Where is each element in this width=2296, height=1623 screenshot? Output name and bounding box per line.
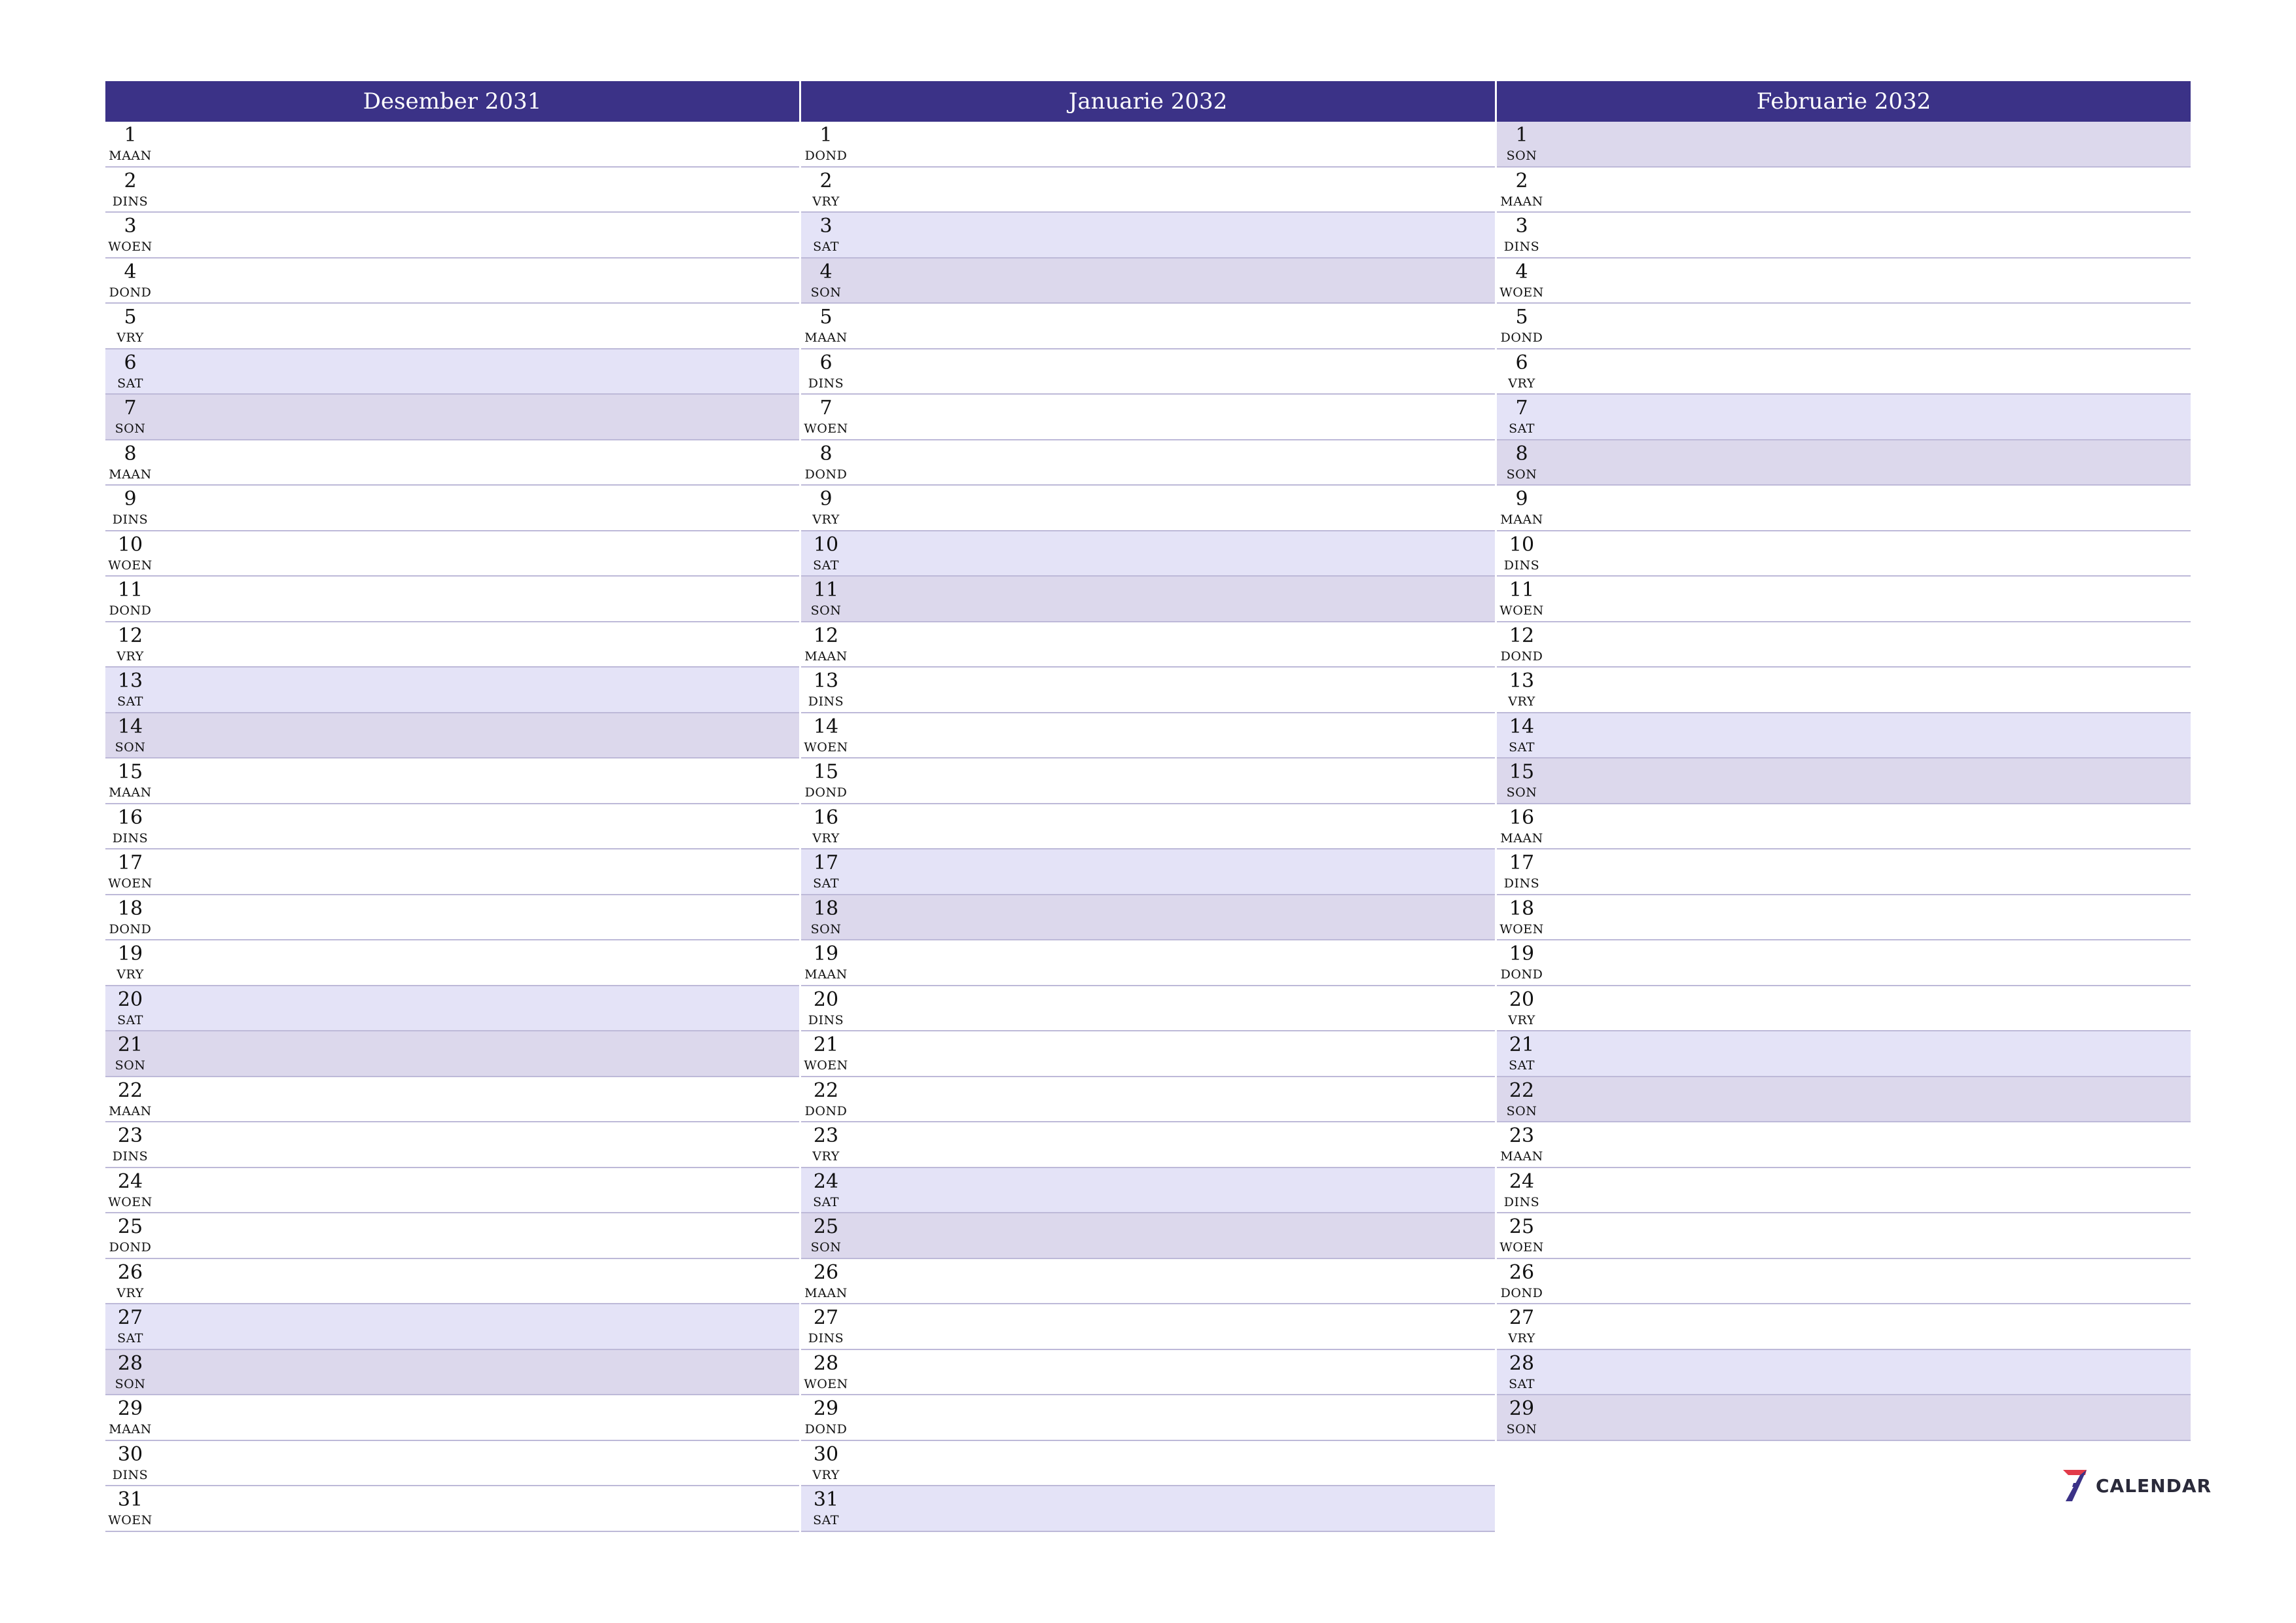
day-number: 20 xyxy=(1509,988,1535,1011)
weekday-label: SON xyxy=(115,1058,146,1073)
weekday-label: SON xyxy=(810,921,842,936)
day-row[interactable] xyxy=(801,713,1495,759)
weekday-label: DOND xyxy=(109,921,152,936)
logo-text: CALENDAR xyxy=(2096,1474,2212,1497)
weekday-label: MAAN xyxy=(109,1422,152,1436)
weekday-label: SAT xyxy=(117,376,143,391)
day-row[interactable] xyxy=(1497,1350,2191,1396)
weekday-label: DINS xyxy=(112,1467,149,1482)
weekday-label: VRY xyxy=(1508,376,1535,391)
weekday-label: MAAN xyxy=(1500,830,1543,846)
day-row[interactable] xyxy=(105,1304,799,1350)
day-row[interactable] xyxy=(801,213,1495,259)
day-row[interactable] xyxy=(801,758,1495,804)
weekday-label: WOEN xyxy=(108,558,152,573)
day-row[interactable] xyxy=(801,1304,1495,1350)
day-number: 25 xyxy=(117,1215,143,1238)
day-number: 7 xyxy=(124,397,137,419)
day-row[interactable] xyxy=(105,1395,799,1441)
weekday-label: DOND xyxy=(804,785,848,800)
day-number: 31 xyxy=(117,1488,143,1511)
day-row[interactable] xyxy=(1497,395,2191,440)
day-number: 24 xyxy=(117,1169,143,1193)
day-row[interactable] xyxy=(801,895,1495,941)
weekday-label: WOEN xyxy=(804,421,848,436)
weekday-label: SON xyxy=(1506,1422,1537,1436)
day-row[interactable] xyxy=(1497,304,2191,349)
day-number: 11 xyxy=(1509,579,1535,601)
day-number: 26 xyxy=(813,1260,839,1284)
weekday-label: SAT xyxy=(813,876,839,891)
day-number: 30 xyxy=(813,1442,839,1466)
day-row[interactable] xyxy=(1497,940,2191,986)
weekday-label: WOEN xyxy=(804,1058,848,1073)
day-row[interactable] xyxy=(105,622,799,668)
weekday-label: DINS xyxy=(112,512,149,527)
weekday-label: SAT xyxy=(117,694,143,709)
day-row[interactable] xyxy=(801,349,1495,395)
day-number: 15 xyxy=(1509,760,1535,783)
weekday-label: SON xyxy=(810,603,842,618)
day-row[interactable] xyxy=(801,1259,1495,1305)
day-number: 1 xyxy=(1515,124,1528,147)
weekday-label: DOND xyxy=(804,1103,848,1118)
weekday-label: DOND xyxy=(109,285,152,300)
day-row[interactable] xyxy=(801,531,1495,577)
day-row[interactable] xyxy=(1497,349,2191,395)
day-number: 29 xyxy=(1509,1397,1535,1420)
day-number: 2 xyxy=(1515,169,1528,192)
weekday-label: SON xyxy=(810,1240,842,1255)
day-row[interactable] xyxy=(105,440,799,486)
day-number: 21 xyxy=(1509,1033,1535,1056)
day-row[interactable] xyxy=(1497,849,2191,895)
weekday-label: WOEN xyxy=(1499,921,1544,936)
day-number: 3 xyxy=(124,215,137,238)
day-row[interactable] xyxy=(801,304,1495,349)
day-row[interactable] xyxy=(1497,1259,2191,1305)
day-number: 4 xyxy=(124,260,137,283)
day-number: 28 xyxy=(813,1351,839,1375)
day-row[interactable] xyxy=(801,1486,1495,1532)
day-number: 19 xyxy=(1509,942,1535,965)
weekday-label: MAAN xyxy=(1500,1149,1543,1164)
day-number: 9 xyxy=(1515,488,1528,510)
day-number: 5 xyxy=(819,306,833,329)
month-title: Januarie 2032 xyxy=(801,81,1495,122)
day-number: 11 xyxy=(813,579,839,601)
day-number: 12 xyxy=(117,624,143,647)
day-row[interactable] xyxy=(801,622,1495,668)
day-number: 14 xyxy=(1509,715,1535,738)
day-number: 29 xyxy=(813,1397,839,1420)
day-row[interactable] xyxy=(801,1077,1495,1123)
day-row[interactable] xyxy=(105,1213,799,1259)
day-row[interactable] xyxy=(801,668,1495,713)
day-number: 26 xyxy=(117,1260,143,1284)
weekday-label: SAT xyxy=(117,1331,143,1346)
day-number: 31 xyxy=(813,1488,839,1511)
day-number: 20 xyxy=(813,988,839,1011)
weekday-label: VRY xyxy=(1508,1012,1535,1027)
day-row[interactable] xyxy=(1497,122,2191,168)
day-number: 4 xyxy=(1515,260,1528,283)
weekday-label: DINS xyxy=(808,694,844,709)
weekday-label: DINS xyxy=(112,830,149,846)
day-row[interactable] xyxy=(1497,486,2191,531)
day-row[interactable] xyxy=(801,849,1495,895)
weekday-label: SAT xyxy=(813,558,839,573)
day-number: 19 xyxy=(117,942,143,965)
weekday-label: MAAN xyxy=(1500,512,1543,527)
weekday-label: WOEN xyxy=(108,240,152,254)
weekday-label: SON xyxy=(115,740,146,755)
day-number: 2 xyxy=(124,169,137,192)
day-row[interactable] xyxy=(1497,1168,2191,1214)
day-number: 23 xyxy=(813,1124,839,1147)
day-row[interactable] xyxy=(105,668,799,713)
day-row[interactable] xyxy=(801,1031,1495,1077)
weekday-label: SON xyxy=(115,421,146,436)
weekday-label: WOEN xyxy=(804,1376,848,1391)
weekday-label: DOND xyxy=(804,467,848,482)
weekday-label: SON xyxy=(1506,1103,1537,1118)
weekday-label: DOND xyxy=(804,1422,848,1436)
day-number: 16 xyxy=(1509,806,1535,829)
day-row[interactable] xyxy=(105,1122,799,1168)
day-row[interactable] xyxy=(1497,758,2191,804)
day-number: 7 xyxy=(1515,397,1528,419)
weekday-label: SAT xyxy=(1509,740,1535,755)
weekday-label: SAT xyxy=(813,240,839,254)
day-row[interactable] xyxy=(105,168,799,213)
day-row[interactable] xyxy=(1497,713,2191,759)
weekday-label: DINS xyxy=(1503,1194,1540,1209)
day-row[interactable] xyxy=(105,304,799,349)
day-row[interactable] xyxy=(1497,804,2191,850)
day-row[interactable] xyxy=(1497,1395,2191,1441)
day-row[interactable] xyxy=(801,1213,1495,1259)
day-row[interactable] xyxy=(105,486,799,531)
weekday-label: DINS xyxy=(1503,240,1540,254)
day-row[interactable] xyxy=(801,577,1495,622)
day-row[interactable] xyxy=(801,440,1495,486)
day-number: 27 xyxy=(1509,1306,1535,1329)
weekday-label: DOND xyxy=(1500,649,1543,664)
day-number: 23 xyxy=(117,1124,143,1147)
day-row[interactable] xyxy=(105,986,799,1032)
weekday-label: DOND xyxy=(1500,330,1543,345)
day-number: 20 xyxy=(117,988,143,1011)
weekday-label: VRY xyxy=(1508,1331,1535,1346)
month-title: Desember 2031 xyxy=(105,81,799,122)
day-number: 7 xyxy=(819,397,833,419)
day-number: 16 xyxy=(117,806,143,829)
weekday-label: MAAN xyxy=(109,149,152,163)
day-number: 1 xyxy=(819,124,833,147)
day-number: 6 xyxy=(124,351,137,374)
day-row[interactable] xyxy=(1497,531,2191,577)
day-row[interactable] xyxy=(1497,168,2191,213)
weekday-label: MAAN xyxy=(804,330,848,345)
day-list xyxy=(1497,122,2191,1441)
weekday-label: WOEN xyxy=(804,740,848,755)
day-number: 25 xyxy=(1509,1215,1535,1238)
weekday-label: VRY xyxy=(812,830,840,846)
weekday-label: SON xyxy=(810,285,842,300)
day-number: 8 xyxy=(1515,442,1528,465)
day-row[interactable] xyxy=(105,804,799,850)
day-row[interactable] xyxy=(105,531,799,577)
day-row[interactable] xyxy=(105,213,799,259)
day-number: 14 xyxy=(813,715,839,738)
weekday-label: SAT xyxy=(1509,1058,1535,1073)
day-number: 28 xyxy=(117,1351,143,1375)
weekday-label: DINS xyxy=(808,1012,844,1027)
day-row[interactable] xyxy=(801,395,1495,440)
weekday-label: SAT xyxy=(1509,1376,1535,1391)
day-number: 21 xyxy=(117,1033,143,1056)
day-number: 13 xyxy=(813,669,839,692)
day-row[interactable] xyxy=(801,940,1495,986)
day-number: 16 xyxy=(813,806,839,829)
day-row[interactable] xyxy=(801,486,1495,531)
day-row[interactable] xyxy=(105,395,799,440)
day-number: 10 xyxy=(813,533,839,556)
day-number: 17 xyxy=(1509,851,1535,874)
weekday-label: DINS xyxy=(1503,558,1540,573)
weekday-label: MAAN xyxy=(109,785,152,800)
day-row[interactable] xyxy=(801,122,1495,168)
weekday-label: VRY xyxy=(812,512,840,527)
day-number: 9 xyxy=(819,488,833,510)
day-number: 30 xyxy=(117,1442,143,1466)
day-row[interactable] xyxy=(1497,1304,2191,1350)
day-row[interactable] xyxy=(1497,213,2191,259)
day-list xyxy=(801,122,1495,1532)
day-number: 3 xyxy=(1515,215,1528,238)
day-number: 5 xyxy=(124,306,137,329)
weekday-label: SON xyxy=(115,1376,146,1391)
weekday-label: WOEN xyxy=(1499,285,1544,300)
day-number: 27 xyxy=(117,1306,143,1329)
month-column xyxy=(801,81,1495,1532)
weekday-label: WOEN xyxy=(1499,603,1544,618)
weekday-label: VRY xyxy=(812,1149,840,1164)
month-column xyxy=(105,81,799,1532)
day-row[interactable] xyxy=(801,1122,1495,1168)
day-number: 5 xyxy=(1515,306,1528,329)
day-number: 13 xyxy=(1509,669,1535,692)
day-row[interactable] xyxy=(1497,895,2191,941)
day-number: 15 xyxy=(117,760,143,783)
weekday-label: DINS xyxy=(112,1149,149,1164)
day-row[interactable] xyxy=(1497,1031,2191,1077)
day-number: 25 xyxy=(813,1215,839,1238)
day-row[interactable] xyxy=(105,1077,799,1123)
day-row[interactable] xyxy=(105,849,799,895)
day-number: 28 xyxy=(1509,1351,1535,1375)
day-number: 22 xyxy=(117,1079,143,1102)
day-row[interactable] xyxy=(105,577,799,622)
day-list xyxy=(105,122,799,1532)
day-number: 18 xyxy=(813,897,839,920)
day-number: 22 xyxy=(813,1079,839,1102)
weekday-label: SAT xyxy=(813,1194,839,1209)
weekday-label: SAT xyxy=(1509,421,1535,436)
weekday-label: VRY xyxy=(117,649,144,664)
weekday-label: DOND xyxy=(1500,967,1543,982)
day-number: 23 xyxy=(1509,1124,1535,1147)
day-row[interactable] xyxy=(105,940,799,986)
weekday-label: MAAN xyxy=(804,967,848,982)
day-row[interactable] xyxy=(801,168,1495,213)
calendar-logo[interactable] xyxy=(2060,1467,2212,1504)
day-row[interactable] xyxy=(105,259,799,304)
day-number: 10 xyxy=(117,533,143,556)
day-row[interactable] xyxy=(1497,622,2191,668)
day-number: 8 xyxy=(124,442,137,465)
day-row[interactable] xyxy=(105,349,799,395)
day-number: 6 xyxy=(819,351,833,374)
day-number: 22 xyxy=(1509,1079,1535,1102)
weekday-label: SON xyxy=(1506,785,1537,800)
day-number: 9 xyxy=(124,488,137,510)
weekday-label: MAAN xyxy=(1500,194,1543,209)
day-number: 17 xyxy=(813,851,839,874)
weekday-label: WOEN xyxy=(1499,1240,1544,1255)
day-number: 4 xyxy=(819,260,833,283)
day-row[interactable] xyxy=(1497,668,2191,713)
weekday-label: DINS xyxy=(808,376,844,391)
month-column xyxy=(1497,81,2191,1441)
weekday-label: VRY xyxy=(812,1467,840,1482)
day-row[interactable] xyxy=(801,1350,1495,1396)
day-row[interactable] xyxy=(801,1168,1495,1214)
day-number: 24 xyxy=(1509,1169,1535,1193)
month-title: Februarie 2032 xyxy=(1497,81,2191,122)
day-number: 10 xyxy=(1509,533,1535,556)
weekday-label: DINS xyxy=(1503,876,1540,891)
day-number: 14 xyxy=(117,715,143,738)
day-number: 21 xyxy=(813,1033,839,1056)
weekday-label: WOEN xyxy=(108,1513,152,1527)
day-row[interactable] xyxy=(801,804,1495,850)
weekday-label: WOEN xyxy=(108,876,152,891)
weekday-label: DOND xyxy=(109,603,152,618)
weekday-label: WOEN xyxy=(108,1194,152,1209)
day-number: 11 xyxy=(117,579,143,601)
day-number: 1 xyxy=(124,124,137,147)
day-row[interactable] xyxy=(1497,1213,2191,1259)
day-row[interactable] xyxy=(105,122,799,168)
weekday-label: SAT xyxy=(813,1513,839,1527)
day-row[interactable] xyxy=(105,1168,799,1214)
day-number: 12 xyxy=(1509,624,1535,647)
weekday-label: SON xyxy=(1506,149,1537,163)
day-row[interactable] xyxy=(105,1259,799,1305)
day-number: 2 xyxy=(819,169,833,192)
day-number: 19 xyxy=(813,942,839,965)
weekday-label: DOND xyxy=(804,149,848,163)
weekday-label: MAAN xyxy=(804,649,848,664)
day-number: 18 xyxy=(117,897,143,920)
weekday-label: VRY xyxy=(117,1285,144,1300)
weekday-label: VRY xyxy=(117,967,144,982)
day-row[interactable] xyxy=(1497,1122,2191,1168)
day-row[interactable] xyxy=(105,713,799,759)
day-row[interactable] xyxy=(105,895,799,941)
day-row[interactable] xyxy=(801,986,1495,1032)
day-number: 24 xyxy=(813,1169,839,1193)
day-row[interactable] xyxy=(1497,1077,2191,1123)
day-row[interactable] xyxy=(1497,259,2191,304)
day-number: 6 xyxy=(1515,351,1528,374)
day-number: 12 xyxy=(813,624,839,647)
weekday-label: MAAN xyxy=(109,1103,152,1118)
day-row[interactable] xyxy=(105,1486,799,1532)
weekday-label: DINS xyxy=(808,1331,844,1346)
weekday-label: DOND xyxy=(109,1240,152,1255)
day-number: 17 xyxy=(117,851,143,874)
day-row[interactable] xyxy=(801,1441,1495,1487)
day-number: 15 xyxy=(813,760,839,783)
day-number: 13 xyxy=(117,669,143,692)
day-number: 27 xyxy=(813,1306,839,1329)
day-row[interactable] xyxy=(105,758,799,804)
weekday-label: DOND xyxy=(1500,1285,1543,1300)
day-number: 29 xyxy=(117,1397,143,1420)
weekday-label: VRY xyxy=(812,194,840,209)
day-row[interactable] xyxy=(105,1350,799,1396)
day-number: 8 xyxy=(819,442,833,465)
weekday-label: VRY xyxy=(117,330,144,345)
weekday-label: MAAN xyxy=(109,467,152,482)
weekday-label: SON xyxy=(1506,467,1537,482)
day-row[interactable] xyxy=(801,259,1495,304)
day-row[interactable] xyxy=(105,1441,799,1487)
weekday-label: VRY xyxy=(1508,694,1535,709)
day-row[interactable] xyxy=(105,1031,799,1077)
day-row[interactable] xyxy=(1497,577,2191,622)
day-number: 26 xyxy=(1509,1260,1535,1284)
day-number: 3 xyxy=(819,215,833,238)
weekday-label: SAT xyxy=(117,1012,143,1027)
day-row[interactable] xyxy=(1497,440,2191,486)
weekday-label: DINS xyxy=(112,194,149,209)
seven-logo-icon xyxy=(2060,1467,2089,1504)
day-number: 18 xyxy=(1509,897,1535,920)
day-row[interactable] xyxy=(801,1395,1495,1441)
weekday-label: MAAN xyxy=(804,1285,848,1300)
day-row[interactable] xyxy=(1497,986,2191,1032)
